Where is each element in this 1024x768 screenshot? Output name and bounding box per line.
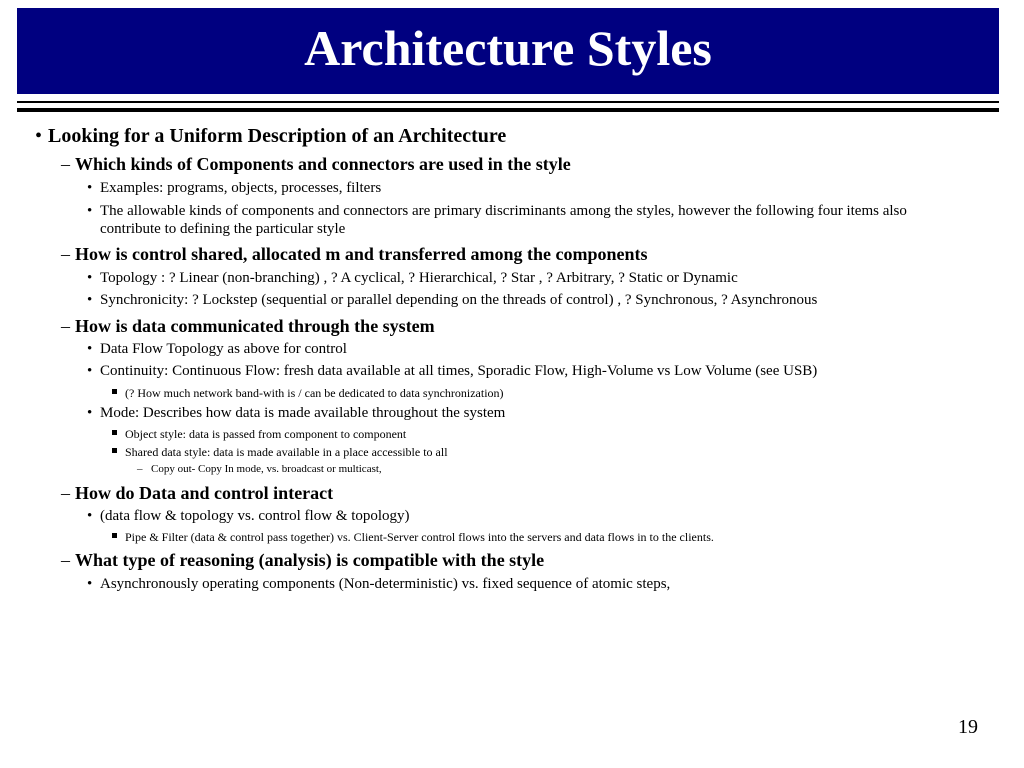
square-bullet-icon [112, 533, 117, 538]
bullet-item [87, 292, 818, 309]
bullet-item [87, 363, 818, 380]
bullet-text: Mode: Describes how data is made available throughout the system [100, 405, 506, 421]
dash-icon: – [61, 550, 70, 570]
square-bullet-icon [112, 448, 117, 453]
bullet-item [87, 270, 738, 287]
bullet-text: Continuity: Continuous Flow: fresh data available at all times, Sporadic Flow, High-Volume vs Low Volume (see USB) [100, 363, 818, 379]
bullet-item [87, 508, 410, 525]
bullet-dot-icon: • [35, 125, 43, 147]
dash-icon: – [61, 316, 70, 336]
bullet-text: Which kinds of Components and connectors are used in the style [75, 154, 571, 174]
square-bullet-icon [112, 389, 117, 394]
bullet-text: How do Data and control interact [75, 483, 334, 503]
bullet-text: Pipe & Filter (data & control pass together) vs. Client-Server control flows into the servers and data flows in to the clients. [125, 530, 714, 544]
bullet-item [35, 125, 507, 148]
bullet-dot-icon: • [87, 508, 93, 524]
bullet-item [87, 405, 506, 422]
bullet-text: Synchronicity: ? Lockstep (sequential or parallel depending on the threads of control) , ? Synchronous, ? Asynchronous [100, 292, 818, 308]
bullet-text: How is control shared, allocated m and transferred among the components [75, 244, 648, 264]
bullet-dot-icon: • [87, 576, 93, 592]
bullet-text: What type of reasoning (analysis) is compatible with the style [75, 550, 545, 570]
bullet-item [61, 316, 435, 337]
bullet-dot-icon: • [87, 203, 93, 219]
bullet-text: The allowable kinds of components and connectors are primary discriminants among the styles, however the following four items also contribute to defining the particular style [100, 203, 907, 237]
page-number: 19 [958, 716, 978, 738]
bullet-text: Data Flow Topology as above for control [100, 341, 347, 357]
bullet-text: (? How much network band-with is / can be dedicated to data synchronization) [125, 386, 504, 400]
bullet-item [87, 341, 347, 358]
bullet-dot-icon: • [87, 341, 93, 357]
dash-icon: – [61, 244, 70, 264]
bullet-dot-icon: • [87, 405, 93, 421]
dash-icon: – [137, 463, 143, 475]
bullet-text: Shared data style: data is made available in a place accessible to all [125, 445, 448, 459]
bullet-dot-icon: • [87, 292, 93, 308]
bullet-dot-icon: • [87, 363, 93, 379]
bullet-item [61, 483, 334, 504]
bullet-item [87, 576, 671, 593]
dash-icon: – [61, 483, 70, 503]
bullet-text: Looking for a Uniform Description of an Architecture [48, 125, 507, 147]
bullet-item [125, 427, 406, 442]
bullet-item [87, 202, 960, 238]
bullet-text: Examples: programs, objects, processes, filters [100, 180, 382, 196]
bullet-dot-icon: • [87, 270, 93, 286]
bullet-item [61, 244, 648, 265]
dash-icon: – [61, 154, 70, 174]
bullet-text: Copy out- Copy In mode, vs. broadcast or multicast, [151, 463, 382, 475]
bullet-text: Asynchronously operating components (Non-deterministic) vs. fixed sequence of atomic steps, [100, 576, 671, 592]
bullet-dot-icon: • [87, 180, 93, 196]
bullet-text: (data flow & topology vs. control flow & topology) [100, 508, 410, 524]
bullet-text: How is data communicated through the system [75, 316, 435, 336]
slide-title: Architecture Styles [304, 20, 712, 76]
bullet-item [87, 180, 382, 197]
bullet-item [125, 445, 448, 460]
square-bullet-icon [112, 430, 117, 435]
bullet-text: Topology : ? Linear (non-branching) , ? A cyclical, ? Hierarchical, ? Star , ? Arbitrary, ? Static or Dynamic [100, 270, 738, 286]
bullet-item [61, 550, 545, 571]
bullet-item [125, 386, 504, 401]
bullet-text: Object style: data is passed from component to component [125, 427, 407, 441]
bullet-item [137, 463, 382, 475]
bullet-item [125, 530, 714, 545]
bullet-item [61, 154, 571, 175]
